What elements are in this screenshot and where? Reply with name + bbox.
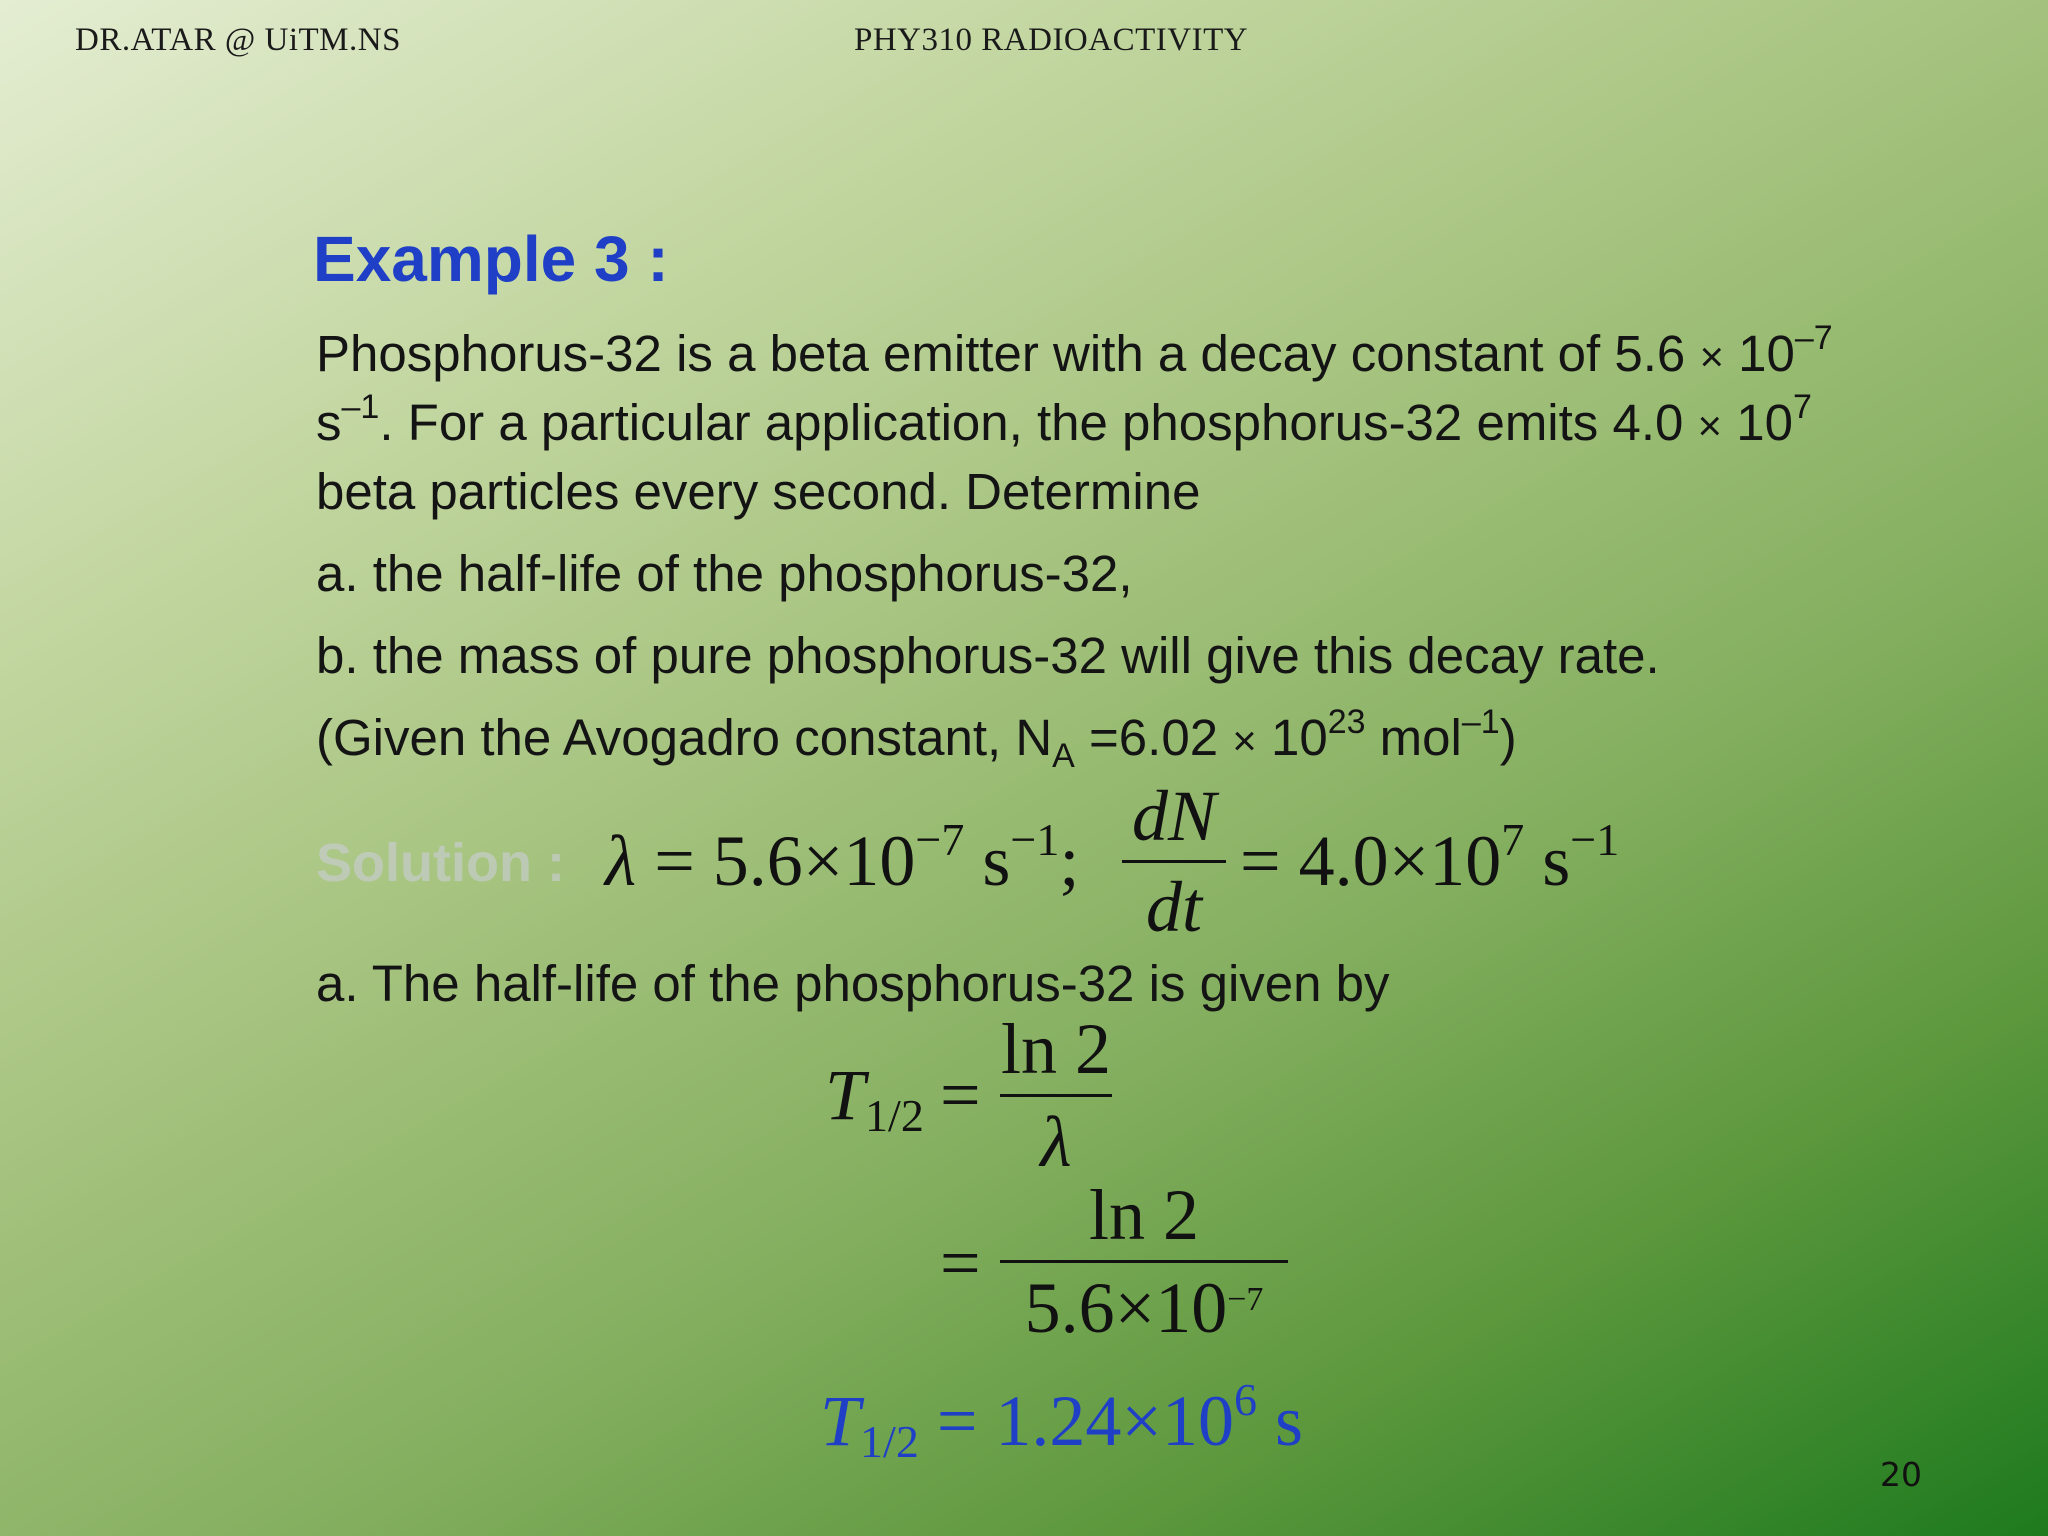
question-b: b. the mass of pure phosphorus-32 will give this decay rate. xyxy=(316,627,1660,684)
denominator-dt: dt xyxy=(1145,867,1202,947)
fraction-bar xyxy=(1000,1094,1112,1097)
problem-line-1: Phosphorus-32 is a beta emitter with a decay constant of $5.6 \times 10^{-7}$ xyxy=(316,319,1833,382)
fraction-bar xyxy=(1122,860,1226,863)
equals-2: = xyxy=(940,1223,981,1303)
t-half-lhs: $T_{1/2}$ xyxy=(825,1055,924,1141)
fraction-ln2-value xyxy=(1000,1174,1288,1349)
numerator-ln2: ln 2 xyxy=(1000,1009,1111,1089)
equation-decay-rate: = $4.0\times 10^7$ $s^{-1}$ xyxy=(1240,814,1620,901)
denominator-value: $5.6\times 10^{-7}$ xyxy=(1024,1268,1264,1348)
fraction-dN-dt xyxy=(1122,776,1226,947)
problem-line-2: $s^{-1}$. For a particular application, the phosphorus-32 emits $4.0 \times 10^7$ xyxy=(316,388,1812,451)
result-half-life: $T_{1/2} = 1.24\times 10^6$ s xyxy=(820,1374,1304,1467)
denominator-lambda: λ xyxy=(1040,1102,1072,1182)
question-a: a. the half-life of the phosphorus-32, xyxy=(316,545,1133,602)
header-left: DR.ATAR @ UiTM.NS xyxy=(75,22,401,58)
equals-1: = xyxy=(940,1055,981,1135)
header-center: PHY310 RADIOACTIVITY xyxy=(854,22,1249,58)
numerator-ln2: ln 2 xyxy=(1088,1175,1199,1255)
fraction-bar xyxy=(1000,1260,1288,1263)
fraction-ln2-lambda xyxy=(1000,1008,1112,1183)
example-title: Example 3 : xyxy=(313,223,669,295)
equation-decay-constant: $\lambda = 5.6\times 10^{-7}$ $s^{-1}$; xyxy=(605,814,1080,901)
problem-line-3: beta particles every second. Determine xyxy=(316,463,1201,520)
numerator-dN: dN xyxy=(1131,776,1217,856)
page-number: 20 xyxy=(1880,1455,1922,1494)
given-constant: (Given the Avogadro constant, $N_A =6.02 \times 10^{23}$ mol$^{-1}$) xyxy=(316,703,1517,775)
solution-label: Solution : xyxy=(316,833,565,893)
part-a-text: a. The half-life of the phosphorus-32 is given by xyxy=(316,955,1390,1012)
